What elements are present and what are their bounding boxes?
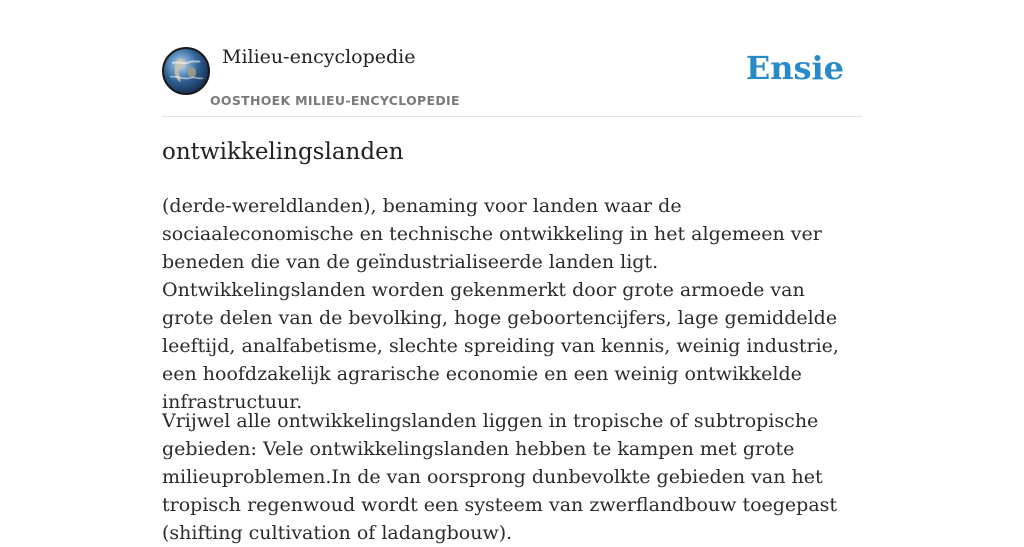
- page-container: [162, 0, 862, 544]
- site-header: [162, 0, 862, 117]
- brand-logo-link[interactable]: Ensie: [745, 49, 844, 87]
- article-title: ontwikkelingslanden: [162, 139, 404, 165]
- site-subtitle[interactable]: OOSTHOEK MILIEU-ENCYCLOPEDIE: [210, 93, 460, 108]
- article-paragraph-2: Vrijwel alle ontwikkelingslanden liggen in tropische of subtropische gebieden: Vele ontwikkelingslanden hebben te kampen met grote milieuproblemen.In de van oorsprong dunbevolkte gebieden van het tropisch regenwoud wordt een systeem van zwerflandbouw toegepast (shifting cultivation of ladangbouw).: [162, 410, 838, 544]
- site-title[interactable]: Milieu-encyclopedie: [222, 46, 416, 68]
- earth-globe-icon[interactable]: [162, 47, 210, 95]
- article-paragraph-1: (derde-wereldlanden), benaming voor landen waar de sociaaleconomische en technische ontwikkeling in het algemeen ver beneden die van de geïndustrialiseerde landen ligt. Ontwikkelingslanden worden gekenmerkt door grote armoede van grote delen van de bevolking, hoge geboortencijfers, lage gemiddelde leeftijd, analfabetisme, slechte spreiding van kennis, weinig industrie, een hoofdzakelijk agrarische economie en een weinig ontwikkelde infrastructuur.: [162, 195, 839, 413]
